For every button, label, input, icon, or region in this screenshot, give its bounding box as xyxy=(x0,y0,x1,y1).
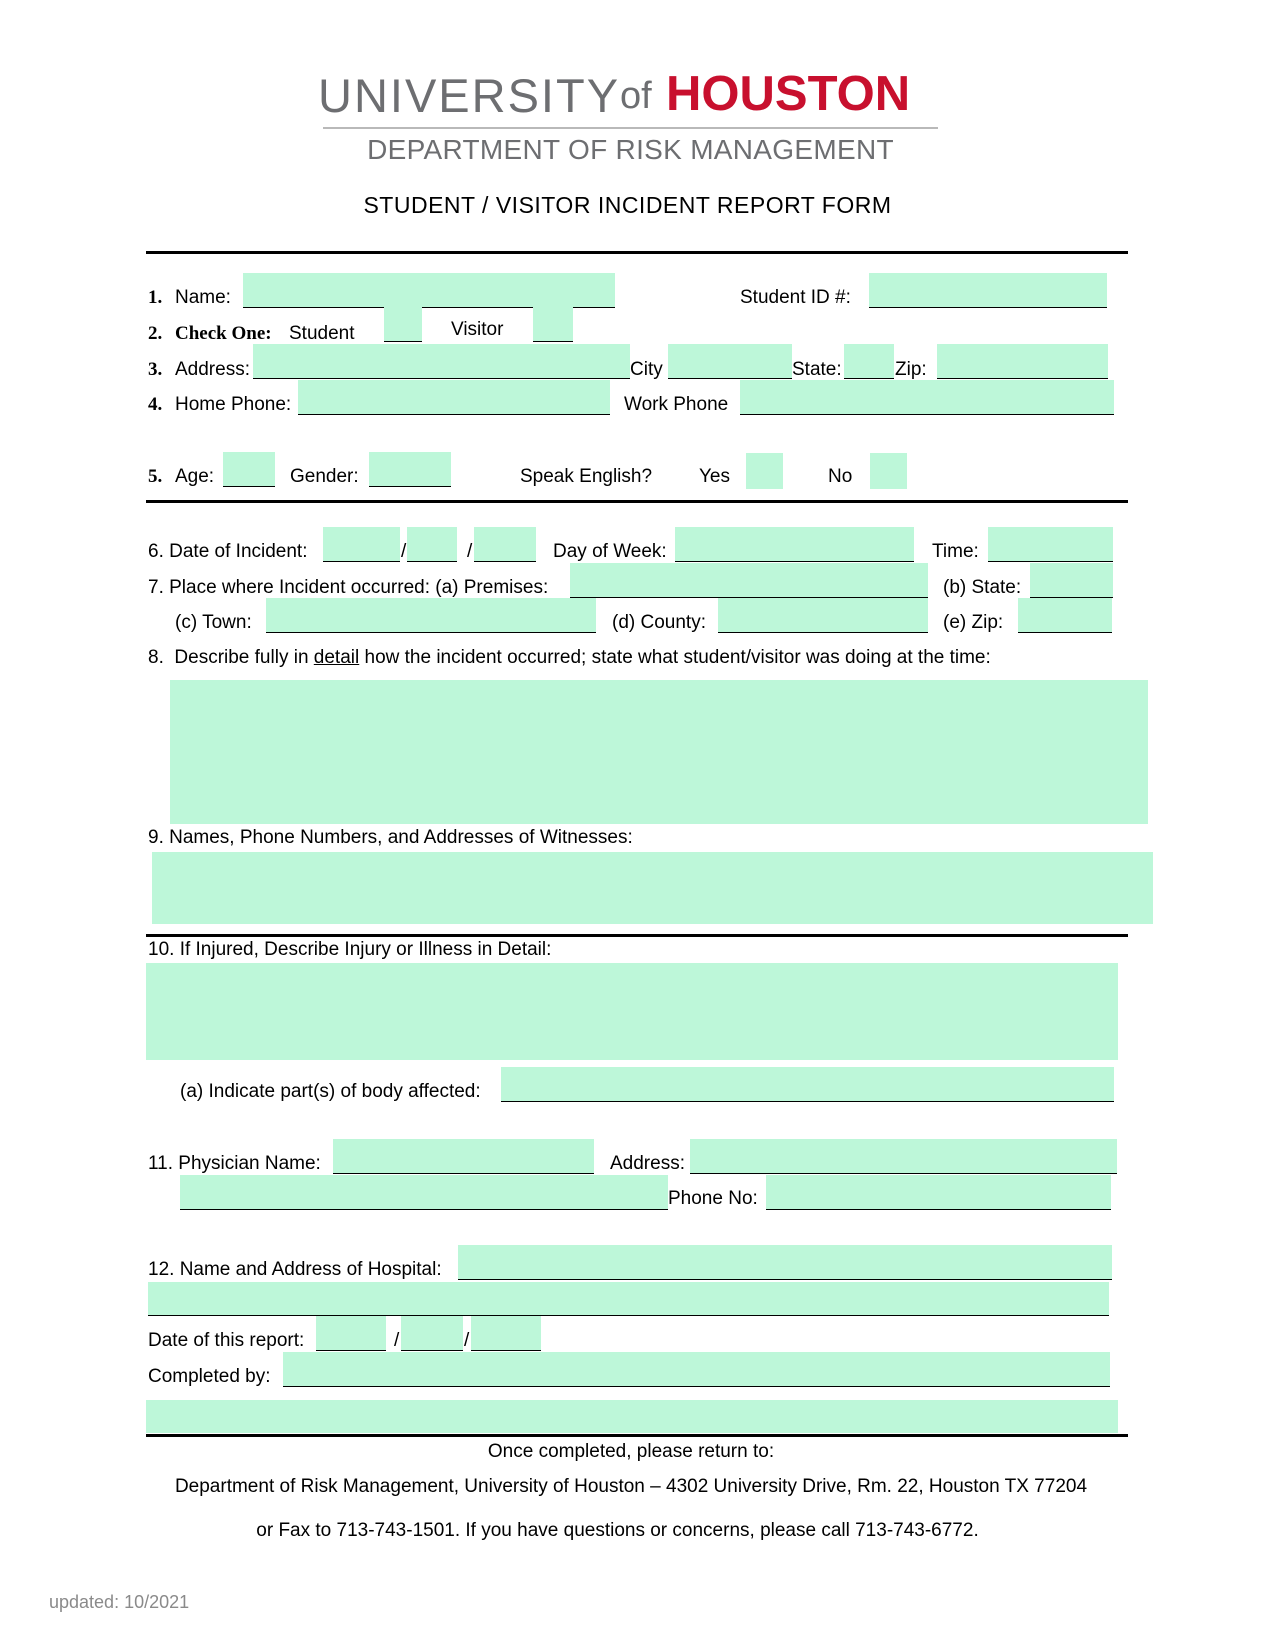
time-input[interactable] xyxy=(988,527,1113,562)
no-label: No xyxy=(828,466,853,487)
physician-phone-input[interactable] xyxy=(766,1175,1111,1210)
logo-university-text: UNIVERSITY xyxy=(318,69,621,122)
report-month-input[interactable] xyxy=(316,1316,386,1351)
incident-year-input[interactable] xyxy=(474,527,536,562)
incident-state-input[interactable] xyxy=(1030,563,1113,598)
q9-witnesses-label: 9. Names, Phone Numbers, and Addresses of Witnesses: xyxy=(148,827,633,848)
visitor-option-label: Visitor xyxy=(451,319,504,340)
q7-premises-label: 7. Place where Incident occurred: (a) Premises: xyxy=(148,577,549,598)
completed-by-label: Completed by: xyxy=(148,1366,271,1387)
visitor-checkbox[interactable] xyxy=(533,307,573,342)
report-day-input[interactable] xyxy=(401,1316,463,1351)
q10a-body-parts-label: (a) Indicate part(s) of body affected: xyxy=(180,1081,481,1102)
student-id-input[interactable] xyxy=(869,273,1107,308)
time-label: Time: xyxy=(932,541,979,562)
logo-houston-text: HOUSTON xyxy=(666,67,911,121)
incident-month-input[interactable] xyxy=(323,527,400,562)
name-input[interactable] xyxy=(243,273,615,308)
physician-phone-label: Phone No: xyxy=(668,1188,758,1209)
incident-zip-input[interactable] xyxy=(1018,598,1112,633)
q5-number: 5. xyxy=(148,466,163,487)
logo-divider xyxy=(323,127,938,129)
date-of-report-label: Date of this report: xyxy=(148,1330,305,1351)
speak-english-yes-checkbox[interactable] xyxy=(746,453,783,489)
q1-number: 1. xyxy=(148,287,163,308)
witnesses-textarea[interactable] xyxy=(152,852,1153,924)
e-zip-label: (e) Zip: xyxy=(943,612,1004,633)
age-input[interactable] xyxy=(223,452,275,487)
gender-input[interactable] xyxy=(369,452,451,487)
physician-address-line2-input[interactable] xyxy=(180,1175,668,1210)
logo-of-text: of xyxy=(620,75,652,117)
city-input[interactable] xyxy=(668,344,792,379)
q8-detail: detail xyxy=(313,647,360,668)
body-parts-input[interactable] xyxy=(501,1067,1114,1102)
q6-date-label: 6. Date of Incident: xyxy=(148,541,308,562)
d-county-label: (d) County: xyxy=(612,612,706,633)
physician-name-input[interactable] xyxy=(333,1139,594,1174)
top-rule xyxy=(146,251,1128,254)
form-title: STUDENT / VISITOR INCIDENT REPORT FORM xyxy=(363,192,892,218)
home-phone-label: Home Phone: xyxy=(175,394,292,415)
speak-english-no-checkbox[interactable] xyxy=(870,453,907,489)
fax-contact-line: or Fax to 713-743-1501. If you have questions or concerns, please call 713-743-6772. xyxy=(256,1520,979,1541)
day-of-week-input[interactable] xyxy=(675,527,914,562)
completed-by-line2-input[interactable] xyxy=(146,1400,1118,1433)
c-town-label: (c) Town: xyxy=(175,612,252,633)
q4-number: 4. xyxy=(148,394,163,415)
b-state-label: (b) State: xyxy=(943,577,1022,598)
hospital-line2-input[interactable] xyxy=(148,1282,1109,1316)
completed-by-input[interactable] xyxy=(283,1352,1110,1387)
updated-date: updated: 10/2021 xyxy=(49,1592,190,1612)
report-year-input[interactable] xyxy=(471,1316,541,1351)
report-slash-2: / xyxy=(464,1330,470,1351)
town-input[interactable] xyxy=(266,598,596,633)
section1-rule xyxy=(146,500,1128,503)
gender-label: Gender: xyxy=(290,466,359,487)
day-of-week-label: Day of Week: xyxy=(553,541,667,562)
q10-injury-label: 10. If Injured, Describe Injury or Illness in Detail: xyxy=(148,939,552,960)
student-id-label: Student ID #: xyxy=(740,287,851,308)
q2-number: 2. xyxy=(148,323,163,344)
department-name: DEPARTMENT OF RISK MANAGEMENT xyxy=(367,134,894,165)
student-option-label: Student xyxy=(289,323,355,344)
bottom-rule xyxy=(146,1434,1128,1437)
incident-day-input[interactable] xyxy=(407,527,457,562)
return-address: Department of Risk Management, University of Houston – 4302 University Drive, Rm. 22, Houston TX 77204 xyxy=(174,1476,1088,1497)
yes-label: Yes xyxy=(699,466,730,487)
physician-address-label: Address: xyxy=(610,1153,685,1174)
zip-input[interactable] xyxy=(937,344,1108,379)
date-slash-2: / xyxy=(467,541,473,562)
state-label: State: xyxy=(792,359,842,380)
work-phone-label: Work Phone xyxy=(624,394,729,415)
city-label: City xyxy=(630,359,663,380)
incident-description-textarea[interactable] xyxy=(170,680,1148,824)
q8-prefix: 8. Describe fully in xyxy=(148,647,314,668)
name-label: Name: xyxy=(175,287,231,308)
return-instruction: Once completed, please return to: xyxy=(487,1441,775,1462)
student-checkbox[interactable] xyxy=(384,307,422,342)
speak-english-label: Speak English? xyxy=(520,466,653,487)
work-phone-input[interactable] xyxy=(740,380,1114,415)
injury-description-textarea[interactable] xyxy=(146,963,1118,1060)
zip-label: Zip: xyxy=(895,359,927,380)
report-slash-1: / xyxy=(394,1330,400,1351)
section2-rule xyxy=(146,934,1128,937)
age-label: Age: xyxy=(175,466,215,487)
premises-input[interactable] xyxy=(570,563,928,598)
state-input[interactable] xyxy=(844,344,894,379)
hospital-input[interactable] xyxy=(458,1245,1112,1280)
q8-label xyxy=(148,647,991,669)
q11-physician-label: 11. Physician Name: xyxy=(148,1153,321,1174)
university-logo xyxy=(318,68,930,128)
date-slash-1: / xyxy=(401,541,407,562)
address-input[interactable] xyxy=(253,344,630,379)
physician-address-input[interactable] xyxy=(690,1139,1117,1174)
q8-suffix: how the incident occurred; state what student/visitor was doing at the time: xyxy=(359,647,991,668)
check-one-label: Check One: xyxy=(175,323,272,344)
q12-hospital-label: 12. Name and Address of Hospital: xyxy=(148,1259,442,1280)
county-input[interactable] xyxy=(718,598,928,633)
home-phone-input[interactable] xyxy=(298,380,610,415)
q3-number: 3. xyxy=(148,359,163,380)
address-label: Address: xyxy=(175,359,250,380)
